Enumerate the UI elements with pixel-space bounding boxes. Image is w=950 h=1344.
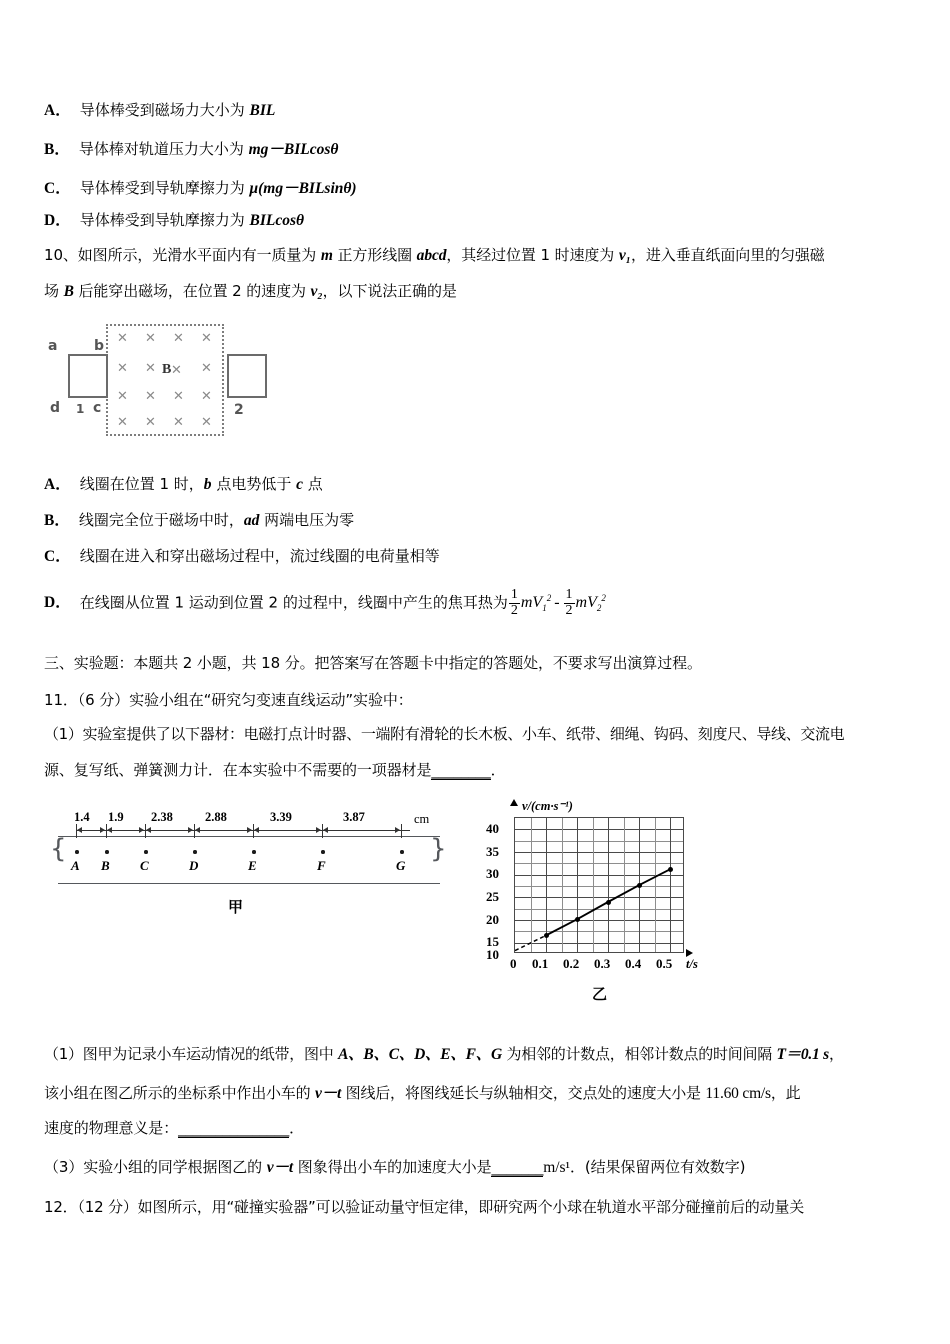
dimension-arrow [100,827,105,833]
q11-q1-line2-a: 该小组在图乙所示的坐标系中作出小车的 [44,1084,315,1102]
tape-interval-value: 1.4 [74,810,90,824]
q10-var-v1: v₁ [618,247,631,264]
q10-option-c-label: C． [44,548,71,565]
tape-left-break-icon: { [50,834,67,864]
q10-option-d [44,588,606,618]
tape-interval-value: 2.38 [151,810,173,824]
q11-q3-answer-blank[interactable]: _______ [491,1158,544,1176]
dimension-baseline [76,830,410,831]
field-x-icon: ✕ [201,415,212,430]
q9-option-c [44,176,357,198]
q10-stem-1d: ，进入垂直纸面向里的匀强磁 [630,246,825,264]
q11-q3-c: ．(结果保留两位有效数字) [569,1158,746,1176]
q11-q1-line2-b: 图线后，将图线延长与纵轴相交，交点处的速度大小是 [341,1084,706,1102]
chart-y-axis-title [522,798,573,814]
q10-stem-line2 [44,280,457,301]
q9-option-c-label: C． [44,180,71,197]
coil-label-d: d [50,400,61,416]
q10-stem-2b: 后能穿出磁场，在位置 2 的速度为 [73,282,311,300]
data-point [668,867,673,872]
q11-q1-intercept-value: 11.60 cm/s [705,1085,771,1102]
q9-option-a [44,98,275,120]
frac1-numerator: 1 [510,587,518,602]
position-2-label: 2 [234,402,244,418]
y-tick-label: 30 [486,866,499,882]
tape-point-label-F: F [317,858,326,873]
term2-mv: mV [575,594,597,612]
tape-figure-caption: 甲 [228,898,244,916]
dimension-arrow [316,827,321,833]
q11-sub1-line2-period: ． [490,761,506,779]
field-x-icon: ✕ [201,389,212,404]
data-point [544,933,549,938]
q11-q1-points: A、B、C、D、E、F、G [338,1046,502,1063]
q9-option-d [44,208,304,230]
q10-var-v2: v₂ [310,283,323,300]
q10-option-d-text: 在线圈从位置 1 运动到位置 2 的过程中，线圈中产生的焦耳热为 [79,593,508,612]
chart-x-axis-title [686,957,698,972]
coil-label-a: a [48,338,58,354]
chart-data-line [515,818,685,954]
x-axis-arrow-icon [686,949,693,957]
coil-position-2 [227,354,267,398]
q10-option-a-var-b: b [203,476,212,493]
tape-interval-value: 2.88 [205,810,227,824]
field-x-icon: ✕ [173,331,184,346]
dimension-arrow [195,827,200,833]
x-tick-label: 0 [510,956,517,971]
term2-superscript: 2 [601,593,606,604]
dimension-arrow [247,827,252,833]
tape-dot [144,850,148,854]
field-x-icon: ✕ [117,389,128,404]
q10-stem-1b: 正方形线圈 [332,246,417,264]
q10-option-b [44,508,354,530]
q9-option-d-label: D． [44,212,71,229]
field-x-icon: ✕ [117,415,128,430]
q11-sub1-line2-text: 源、复写纸、弹簧测力计．在本实验中不需要的一项器材是 [44,761,432,779]
q9-option-c-formula: μ(mg－BILsinθ) [249,180,357,197]
q11-q1-line3-b: ． [289,1119,305,1137]
frac2-denominator: 2 [565,602,573,618]
tape-unit-label: cm [414,812,430,826]
field-x-icon: ✕ [145,415,156,430]
q9-option-a-formula: BIL [249,102,276,119]
q11-q1-line2-c: ，此 [770,1084,801,1102]
q11-q1-line2 [44,1081,800,1103]
q11-sub1-line1: （1）实验室提供了以下器材：电磁打点计时器、一端附有滑轮的长木板、小车、纸带、细绳、钩码、刻度尺、导线、交流电 [44,725,845,743]
q10-option-a-text-b: 点电势低于 [211,475,297,493]
x-axis-label-text: t/s [686,957,698,971]
q9-option-d-text: 导体棒受到导轨摩擦力为 [79,211,250,229]
q10-option-c [44,544,440,566]
q11-q1-line1-b: 为相邻的计数点，相邻计数点的时间间隔 [501,1045,777,1063]
q10-option-a-label: A． [44,476,71,493]
tape-dot [400,850,404,854]
field-x-icon: ✕ [145,361,156,376]
dimension-arrow [107,827,112,833]
q10-var-m: m [320,247,333,264]
q9-option-b [44,137,338,159]
tape-point-label-E: E [248,858,257,873]
q11-q1-line3-a: 速度的物理意义是： [44,1119,179,1137]
q10-option-c-text: 线圈在进入和穿出磁场过程中，流过线圈的电荷量相等 [79,547,440,565]
dimension-tick [401,824,402,838]
dimension-arrow [77,827,82,833]
q11-sub1-line2 [44,759,506,780]
field-x-icon: ✕ [117,331,128,346]
dimension-arrow [323,827,328,833]
section-3-heading: 三、实验题：本题共 2 小题，共 18 分。把答案写在答题卡中指定的答题处，不要求写出演算过程。 [44,654,702,672]
q9-option-d-formula: BILcosθ [249,212,305,229]
q10-option-d-formula [508,587,606,618]
tape-dot [105,850,109,854]
q9-option-c-text: 导体棒受到导轨摩擦力为 [79,179,250,197]
tape-interval-value: 1.9 [108,810,124,824]
q11-sub1-answer-blank[interactable]: ________ [431,761,491,779]
q9-option-a-label: A． [44,102,71,119]
position-1-label: 1 [76,402,85,416]
q11-q1-vt-symbol: v－t [314,1085,342,1102]
q9-option-b-formula: mg－BILcosθ [248,141,339,158]
dimension-arrow [395,827,400,833]
field-x-icon: ✕ [117,361,128,376]
q10-stem-1a: 10、如图所示，光滑水平面内有一质量为 [44,246,321,264]
field-x-icon: ✕ [173,389,184,404]
chart-plot-area [514,817,684,953]
y-tick-label: 20 [486,911,499,927]
field-label-B: B [162,362,172,377]
field-x-icon: ✕ [171,363,182,378]
q11-stem: 11．（6 分）实验小组在“研究匀变速直线运动”实验中： [44,691,413,709]
minus-operator: - [554,594,560,612]
y-tick-label: 10 [486,947,499,962]
q12-stem: 12．（12 分）如图所示，用“碰撞实验器”可以验证动量守恒定律，即研究两个小球在轨道水平部分碰撞前后的动量关 [44,1198,804,1216]
y-axis-label-text: v/(cm·s⁻¹) [522,799,573,813]
term1-subscript: 1 [542,603,547,614]
x-tick-label: 0.2 [563,956,580,971]
coil-label-b: b [94,338,105,354]
q11-q3-line [44,1155,745,1177]
x-tick-label: 0.3 [594,956,611,971]
data-point [637,883,642,888]
tape-dot [252,850,256,854]
q10-option-b-var-ad: ad [243,512,260,529]
data-point [606,900,611,905]
tape-point-label-G: G [396,858,406,873]
q10-option-a-text-a: 线圈在位置 1 时， [79,475,204,493]
q10-stem-1c: ，其经过位置 1 时速度为 [446,246,619,264]
q11-q1-line1-a: （1）图甲为记录小车运动情况的纸带，图中 [44,1045,339,1063]
tape-right-break-icon: } [430,834,447,864]
q11-q3-a: （3）实验小组的同学根据图乙的 [44,1158,267,1176]
term2-subscript: 2 [596,603,602,614]
coil-magnetic-field-figure [44,318,314,440]
tape-dot [193,850,197,854]
q9-option-b-label: B． [44,141,70,158]
q11-q3-b: 图象得出小车的加速度大小是 [293,1158,492,1176]
y-axis-arrow-icon [510,799,518,806]
tape-dot [321,850,325,854]
data-point [575,917,580,922]
term1-superscript: 2 [546,593,552,604]
field-x-icon: ✕ [201,331,212,346]
q9-option-a-text: 导体棒受到磁场力大小为 [79,101,250,119]
q10-option-a-text-c: 点 [302,475,323,493]
fraction-one-half-second [564,588,575,618]
dimension-arrow [254,827,259,833]
q11-q3-vt-symbol: v－t [266,1159,294,1176]
vt-extrapolation-dashed [515,935,546,950]
coil-position-1 [68,354,108,398]
q11-q1-period-T: T＝0.1 s [776,1046,829,1063]
q9-option-b-text: 导体棒对轨道压力大小为 [78,140,249,158]
q10-option-a [44,472,323,494]
q10-option-b-label: B． [44,512,70,529]
frac1-denominator: 2 [510,602,518,618]
q11-q1-line1-c: ， [828,1045,844,1063]
x-tick-label: 0.1 [532,956,549,971]
y-tick-label: 15 [486,934,499,950]
y-tick-label: 35 [486,843,499,859]
tape-dot [75,850,79,854]
fraction-one-half-first [509,588,520,618]
q10-stem-line1 [44,244,825,265]
q10-option-b-text-b: 两端电压为零 [259,511,355,529]
q11-q3-unit: m/s¹ [543,1159,570,1176]
dimension-arrow [146,827,151,833]
dimension-arrow [188,827,193,833]
frac2-numerator: 1 [565,587,573,602]
x-tick-label: 0.5 [656,956,673,971]
y-tick-label: 40 [486,821,499,836]
tape-interval-value: 3.87 [343,810,365,824]
velocity-time-chart-figure [462,795,727,1030]
coil-label-c: c [93,400,102,416]
vt-figure-caption: 乙 [592,985,608,1003]
term1-mv: mV [520,594,543,612]
q11-q1-line3 [44,1117,304,1138]
q10-option-d-label: D． [44,594,71,612]
dimension-arrow [139,827,144,833]
tape-point-label-B: B [101,858,110,873]
field-x-icon: ✕ [145,331,156,346]
tape-point-label-D: D [189,858,199,873]
tape-point-label-C: C [140,858,149,873]
q11-q1-line1 [44,1042,844,1064]
paper-tape-figure [48,800,448,930]
q10-stem-2a: 场 [44,282,64,300]
field-x-icon: ✕ [201,361,212,376]
tape-interval-value: 3.39 [270,810,292,824]
q10-option-a-var-c: c [296,476,303,493]
field-x-icon: ✕ [173,415,184,430]
tape-point-label-A: A [71,858,80,873]
y-tick-label: 25 [486,889,499,904]
q10-stem-2c: ，以下说法正确的是 [322,282,457,300]
field-x-icon: ✕ [145,389,156,404]
x-tick-label: 0.4 [625,956,642,971]
q10-var-B: B [63,283,74,300]
q11-q1-answer-blank[interactable]: _______________ [178,1119,290,1137]
q10-var-abcd: abcd [416,247,447,264]
q10-option-b-text-a: 线圈完全位于磁场中时， [78,511,244,529]
